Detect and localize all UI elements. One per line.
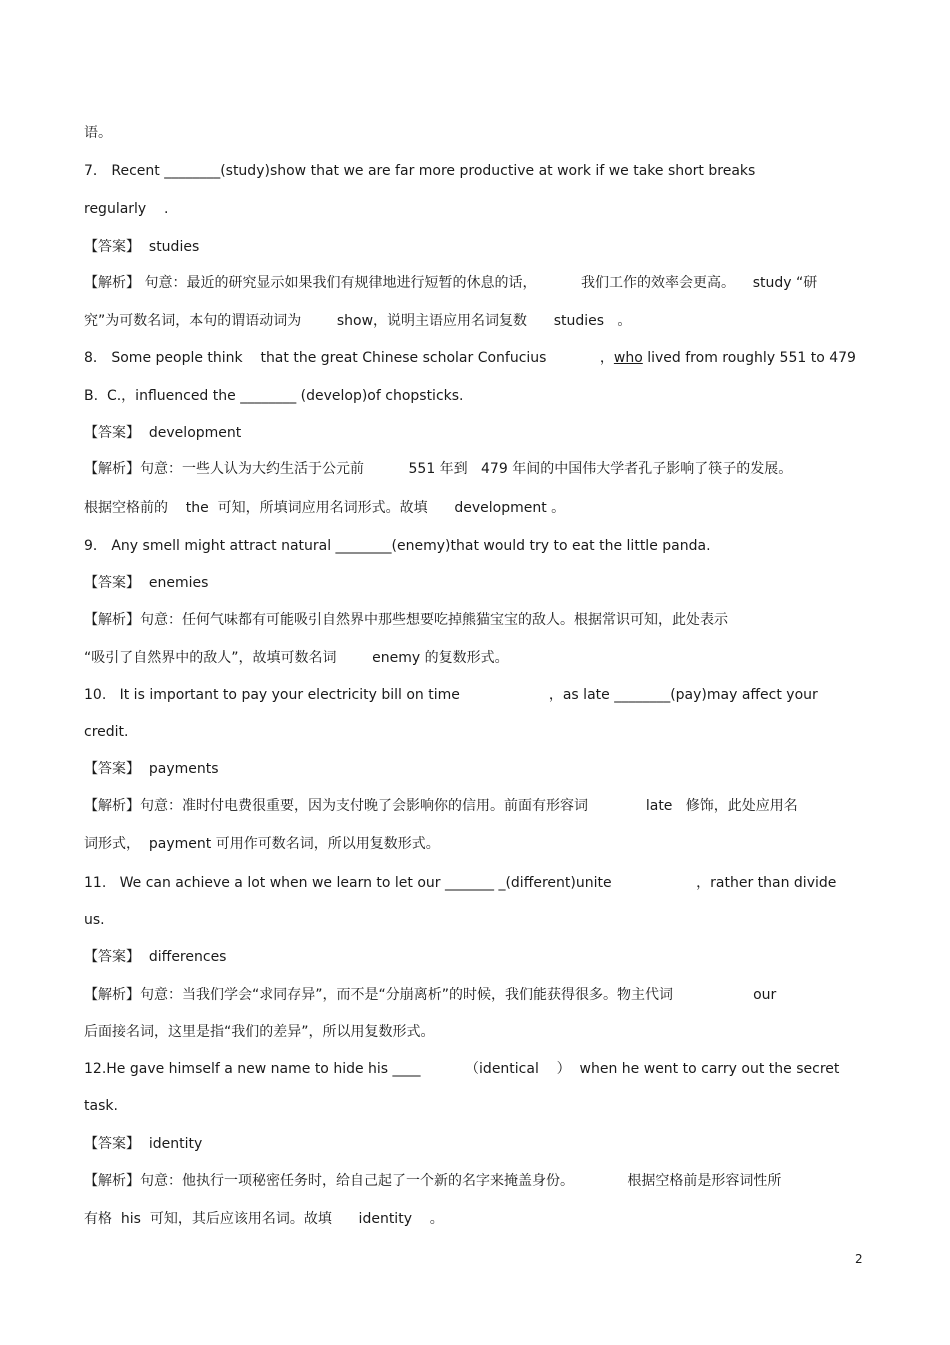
text-line: us. [84, 912, 105, 928]
answer-11: 【答案】 differences [84, 949, 227, 965]
answer-8: 【答案】 development [84, 425, 242, 441]
question-8-tail: lived from roughly 551 to 479 [642, 350, 856, 366]
question-8-start: 8． Some people think that the great Chinese scholar Confucius ， [84, 350, 614, 366]
analysis-9: 【解析】句意：任何气味都有可能吸引自然界中那些想要吃掉熊猫宝宝的敌人。根据常识可知，此处表示 [84, 612, 728, 628]
analysis-7: 【解析】 句意：最近的研究显示如果我们有规律地进行短暂的休息的话， 我们工作的效率会更高。 study “研 [84, 275, 818, 291]
text-line: 究”为可数名词，本句的谓语动词为 show，说明主语应用名词复数 studies 。 [84, 313, 632, 329]
text-line: task. [84, 1098, 118, 1114]
answer-7: 【答案】 studies [84, 239, 200, 255]
text-line: 词形式， payment 可用作可数名词，所以用复数形式。 [84, 836, 440, 852]
analysis-10: 【解析】句意：准时付电费很重要，因为支付晚了会影响你的信用。前面有形容词 late 修饰，此处应用名 [84, 798, 798, 814]
answer-12: 【答案】 identity [84, 1136, 203, 1152]
page-number: 2 [855, 1252, 863, 1266]
text-line: credit. [84, 724, 129, 740]
underlined-word: who [613, 350, 643, 366]
text-line: 有格 his 可知，其后应该用名词。故填 identity 。 [84, 1211, 444, 1227]
question-8 [84, 349, 856, 367]
text-line: B. C.，influenced the ________ (develop)of chopsticks. [84, 388, 464, 404]
question-10: 10. It is important to pay your electricity bill on time ，as late ________(pay)may affect your [84, 687, 818, 703]
text-line: regularly . [84, 201, 169, 217]
text-line: 后面接名词，这里是指“我们的差异”，所以用复数形式。 [84, 1024, 435, 1040]
question-12: 12.He gave himself a new name to hide his ____ （identical ） when he went to carry out the secret [84, 1061, 840, 1077]
answer-9: 【答案】 enemies [84, 575, 209, 591]
text-line: 根据空格前的 the 可知，所填词应用名词形式。故填 development 。 [84, 500, 566, 516]
question-9: 9． Any smell might attract natural ________(enemy)that would try to eat the little panda. [84, 538, 711, 554]
analysis-12: 【解析】句意：他执行一项秘密任务时，给自己起了一个新的名字来掩盖身份。 根据空格前是形容词性所 [84, 1173, 782, 1189]
analysis-8: 【解析】句意：一些人认为大约生活于公元前 551 年到 479 年间的中国伟大学者孔子影响了筷子的发展。 [84, 461, 793, 477]
question-7: 7． Recent ________(study)show that we are far more productive at work if we take short breaks [84, 163, 756, 179]
analysis-11: 【解析】句意：当我们学会“求同存异”，而不是“分崩离析”的时候，我们能获得很多。物主代词 our [84, 987, 777, 1003]
question-11: 11. We can achieve a lot when we learn to let our _______ _(different)unite ，rather than divide [84, 875, 837, 891]
text-line: “吸引了自然界中的敌人”，故填可数名词 enemy 的复数形式。 [84, 650, 509, 666]
answer-10: 【答案】 payments [84, 761, 219, 777]
text-line: 语。 [84, 125, 112, 141]
